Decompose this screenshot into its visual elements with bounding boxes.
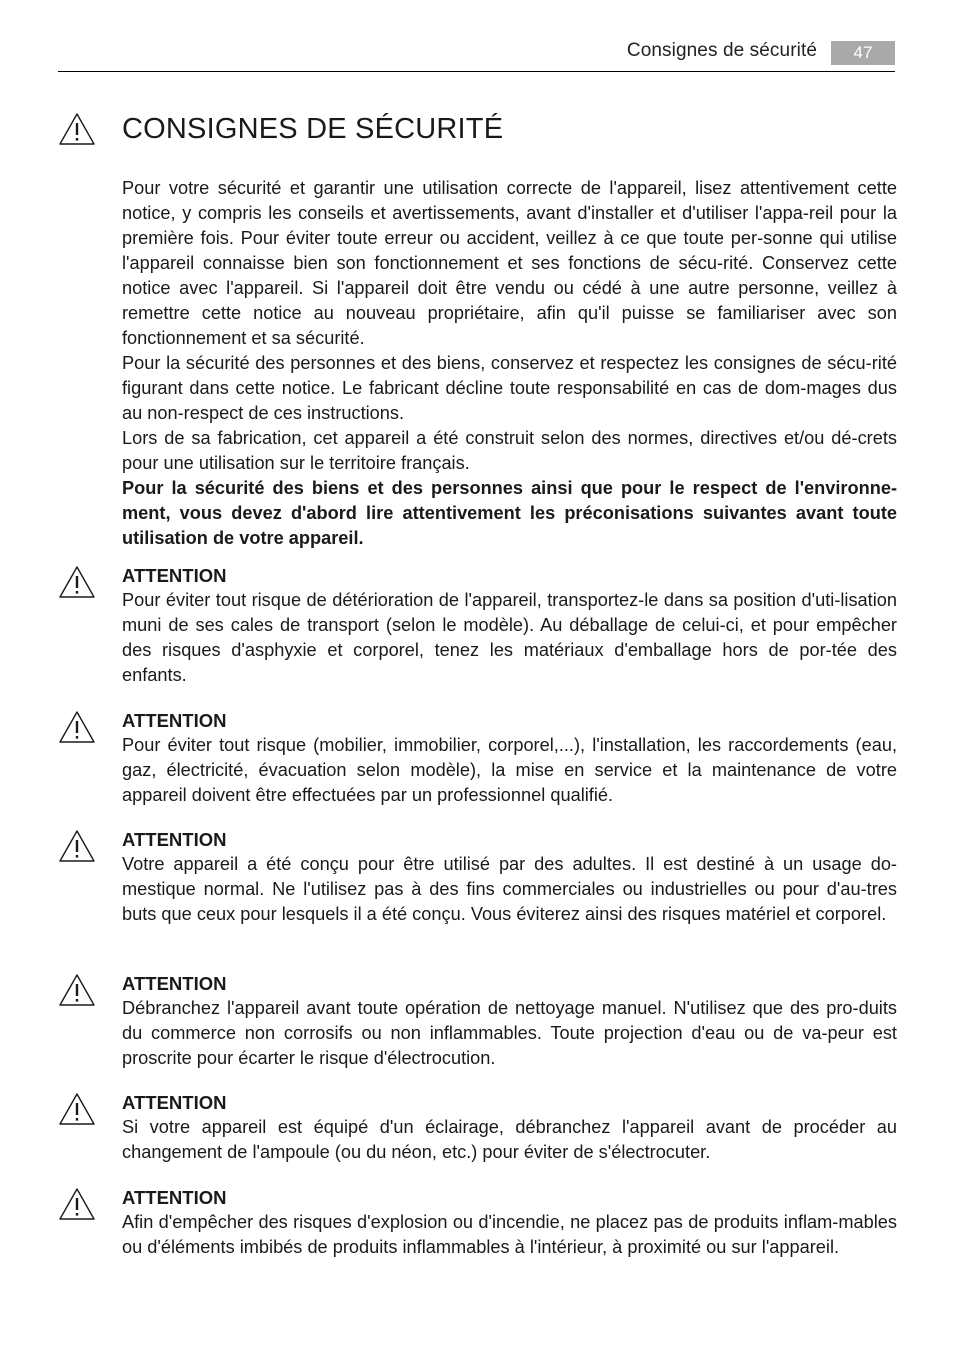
warning-heading: ATTENTION: [122, 829, 227, 850]
warning-section: [122, 563, 897, 688]
page-title: CONSIGNES DE SÉCURITÉ: [122, 113, 504, 145]
warning-section: [122, 708, 897, 808]
intro-paragraph: Pour votre sécurité et garantir une utilisation correcte de l'appareil, lisez attentivement cette notice, y compris les conseils et avertissements, avant d'installer et d'utiliser l'appa-reil pour la première fois. Pour éviter toute erreur ou accident, veillez à ce que toute per-sonne qui utilise l'appareil connaisse bien son fonctionnement et ses fonctions de sécu-rité. Conservez cette notice avec l'appareil. Si l'appareil doit être vendu ou cédé à une autre personne, veillez à remettre cette notice au nouveau propriétaire, afin qu'il puisse se familiariser avec son fonctionnement et sa sécurité.: [122, 178, 897, 348]
intro-paragraph-bold: Pour la sécurité des biens et des personnes ainsi que pour le respect de l'environne-ment, vous devez d'abord lire attentivement les préconisations suivantes avant toute utilisation de votre appareil.: [122, 478, 897, 548]
warning-section: [122, 1185, 897, 1260]
warning-section: [122, 827, 897, 927]
warning-heading: ATTENTION: [122, 565, 227, 586]
intro-paragraph: Pour la sécurité des personnes et des biens, conservez et respectez les consignes de sécu-rité figurant dans cette notice. Le fabricant décline toute responsabilité en cas de dom-mages dus au non-respect de ces instructions.: [122, 353, 897, 423]
warning-heading: ATTENTION: [122, 973, 227, 994]
warning-section: [122, 971, 897, 1071]
warning-heading: ATTENTION: [122, 710, 227, 731]
warning-text: Pour éviter tout risque (mobilier, immobilier, corporel,...), l'installation, les raccordements (eau, gaz, électricité, évacuation selon modèle), la mise en service et la maintenance de votre appareil doivent être effectuées par un professionnel qualifié.: [122, 735, 897, 805]
warning-heading: ATTENTION: [122, 1187, 227, 1208]
warning-text: Débranchez l'appareil avant toute opération de nettoyage manuel. N'utilisez que des pro-duits du commerce non corrosifs ou non inflammables. Toute projection d'eau ou de va-peur est proscrite pour écarter le risque d'électrocution.: [122, 998, 897, 1068]
warning-triangle-icon: [58, 710, 96, 744]
warning-triangle-icon: [58, 1092, 96, 1126]
warning-triangle-icon: [58, 829, 96, 863]
warning-text: Si votre appareil est équipé d'un éclairage, débranchez l'appareil avant de procéder au changement de l'ampoule (ou du néon, etc.) pour éviter de s'électrocuter.: [122, 1117, 897, 1162]
warning-triangle-icon: [58, 112, 96, 146]
warning-triangle-icon: [58, 973, 96, 1007]
page-number-badge: 47: [831, 41, 895, 65]
warning-heading: ATTENTION: [122, 1092, 227, 1113]
warning-section: [122, 1090, 897, 1165]
warning-text: Pour éviter tout risque de détérioration de l'appareil, transportez-le dans sa position d'uti-lisation muni de ses cales de transport (selon le modèle). Au déballage de celui-ci, et pour empêcher des risques d'asphyxie et corporel, tenez les matériaux d'emballage hors de por-tée des enfants.: [122, 590, 897, 685]
intro-text: [122, 176, 897, 551]
warning-triangle-icon: [58, 1187, 96, 1221]
intro-paragraph: Lors de sa fabrication, cet appareil a été construit selon des normes, directives et/ou dé-crets pour une utilisation sur le territoire français.: [122, 428, 897, 473]
page-header: [58, 38, 895, 72]
warning-text: Votre appareil a été conçu pour être utilisé par des adultes. Il est destiné à un usage do-mestique normal. Ne l'utilisez pas à des fins commerciales ou industrielles ou pour d'au-tres buts que ceux pour lesquels il a été conçu. Vous éviterez ainsi des risques matériel et corporel.: [122, 854, 897, 924]
warning-triangle-icon: [58, 565, 96, 599]
header-section-title: Consignes de sécurité: [626, 40, 817, 61]
warning-text: Afin d'empêcher des risques d'explosion ou d'incendie, ne placez pas de produits inflam-mables ou d'éléments imbibés de produits inflammables à l'intérieur, à proximité ou sur l'appareil.: [122, 1212, 897, 1257]
